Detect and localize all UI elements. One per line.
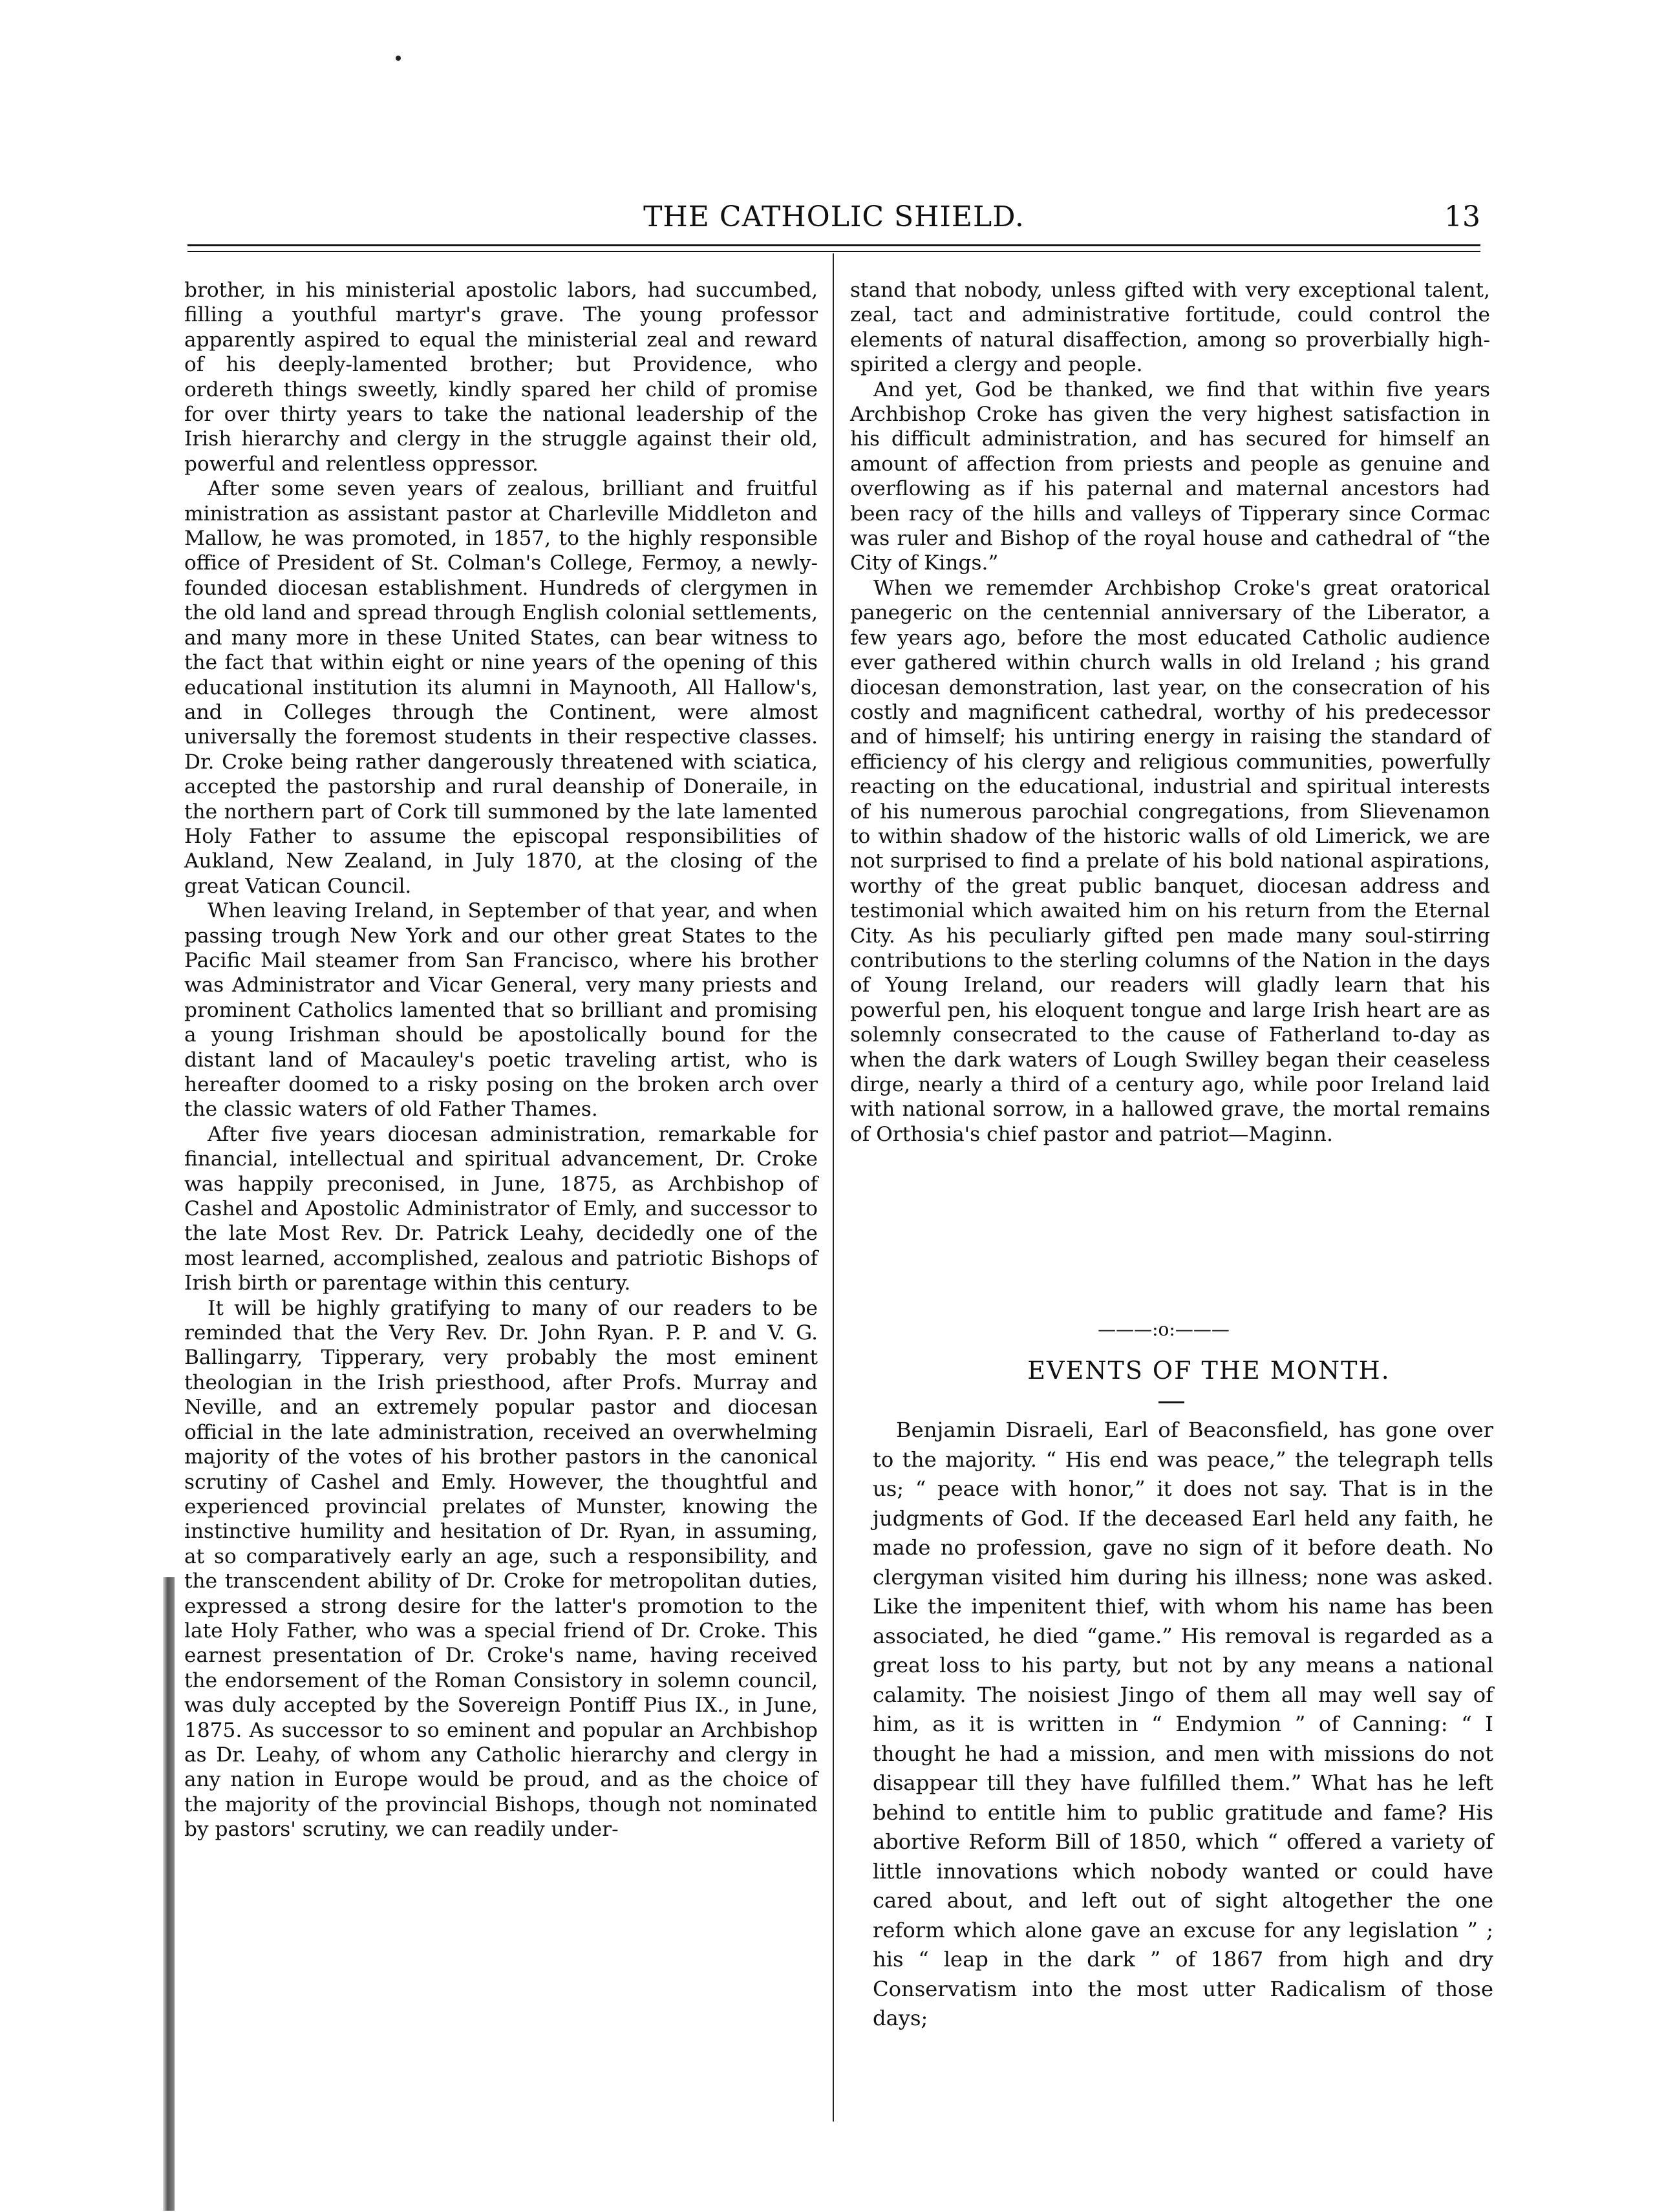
page-number: 13 (1444, 200, 1480, 233)
header-rule (187, 244, 1480, 246)
paragraph: After five years diocesan administration, remarkable for financial, intellectual and spiritual advancement, Dr. Croke was happily preconised, in June, 1875, as Archbishop of Cashel and Apostolic Administrator of Emly, and successor to the late Most Rev. Dr. Patrick Leahy, decidedly one of the most learned, accomplished, zealous and patriotic Bishops of Irish birth or parentage within this century. (184, 1122, 818, 1295)
stray-ink-dot (396, 56, 401, 61)
section-ornament: ———:o:——— (1098, 1319, 1230, 1340)
events-column (873, 1416, 1493, 2159)
paragraph: brother, in his ministerial apostolic labors, had succumbed, filling a youthful martyr's grave. The young professor apparently aspired to equal the ministerial zeal and reward of his deeply-lamented brother; but Providence, who ordereth things sweetly, kindly spared her child of promise for over thirty years to take the national leadership of the Irish hierarchy and clergy in the struggle against their old, powerful and relentless oppressor. (184, 279, 818, 476)
section-heading: EVENTS OF THE MONTH. (1027, 1356, 1391, 1385)
left-column (184, 278, 818, 2146)
paragraph: It will be highly gratifying to many of our readers to be reminded that the Very Rev. Dr. John Ryan. P. P. and V. G. Ballingarry, Tipperary, very probably the most eminent theologian in the Irish priesthood, after Profs. Murray and Neville, and an extremely popular pastor and diocesan official in the late administration, received an overwhelming majority of the votes of his brother pastors in the canonical scrutiny of Cashel and Emly. However, the thoughtful and experienced provincial prelates of Munster, knowing the instinctive humility and hesitation of Dr. Ryan, in assuming, at so comparatively early an age, such a responsibility, and the transcendent ability of Dr. Croke for metropolitan duties, expressed a strong desire for the latter's promotion to the late Holy Father, who was a special friend of Dr. Croke. This earnest presentation of Dr. Croke's name, having received the endorsement of the Roman Consistory in solemn council, was duly accepted by the Sovereign Pontiff Pius IX., in June, 1875. As successor to so eminent and popular an Archbishop as Dr. Leahy, of whom any Catholic hierarchy and clergy in any nation in Europe would be proud, and as the choice of the majority of the provincial Bishops, though not nominated by pastors' scrutiny, we can readily under- (184, 1296, 818, 1842)
paragraph: When we rememder Archbishop Croke's great oratorical panegeric on the centennial anniversary of the Liberator, a few years ago, before the most educated Catholic audience ever gathered within church walls in old Ireland ; his grand diocesan demonstration, last year, on the consecration of his costly and magnificent cathedral, worthy of his predecessor and of himself; his untiring energy in raising the standard of efficiency of his clergy and religious communities, powerfully reacting on the educational, industrial and spiritual interests of his numerous parochial congregations, from Slievenamon to within shadow of the historic walls of old Limerick, we are not surprised to find a prelate of his bold national aspirations, worthy of the great public banquet, diocesan address and testimonial which awaited him on his return from the Eternal City. As his peculiarly gifted pen made many soul-stirring contributions to the sterling columns of the Nation in the days of Young Ireland, our readers will gladly learn that his powerful pen, his eloquent tongue and large Irish heart are as solemnly consecrated to the cause of Fatherland to-day as when the dark waters of Lough Swilley began their ceaseless dirge, nearly a third of a century ago, while poor Ireland laid with national sorrow, in a hallowed grave, the mortal remains of Orthosia's chief pastor and patriot—Maginn. (850, 576, 1490, 1146)
paragraph: And yet, God be thanked, we find that within five years Archbishop Croke has given the very highest satisfaction in his difficult administration, and has secured for himself an amount of affection from priests and people as genuine and overflowing as if his paternal and maternal ancestors had been racy of the hills and valleys of Tipperary since Cormac was ruler and Bishop of the royal house and cathedral of “the City of Kings.” (850, 378, 1490, 575)
paragraph: When leaving Ireland, in September of that year, and when passing trough New York and our other great States to the Pacific Mail steamer from San Francisco, where his brother was Administrator and Vicar General, very many priests and prominent Catholics lamented that so brilliant and promising a young Irishman should be apostolically bound for the distant land of Macauley's poetic traveling artist, who is hereafter doomed to a risky posing on the broken arch over the classic waters of old Father Thames. (184, 899, 818, 1122)
column-divider (833, 253, 834, 2122)
paragraph: After some seven years of zealous, brilliant and fruitful ministration as assistant pastor at Charleville Middleton and Mallow, he was promoted, in 1857, to the highly responsible office of President of St. Colman's College, Fermoy, a newly-founded diocesan establishment. Hundreds of clergymen in the old land and spread through English colonial settlements, and many more in these United States, can bear witness to the fact that within eight or nine years of the opening of this educational institution its alumni in Maynooth, All Hallow's, and in Colleges through the Continent, were almost universally the foremost students in their respective classes. Dr. Croke being rather dangerously threatened with sciatica, accepted the pastorship and rural deanship of Doneraile, in the northern part of Cork till summoned by the late lamented Holy Father to assume the episcopal responsibilities of Aukland, New Zealand, in July 1870, at the closing of the great Vatican Council. (184, 477, 818, 898)
header-rule-secondary (187, 251, 1480, 252)
right-column (850, 278, 1490, 1357)
binding-edge-shadow (163, 1577, 175, 2211)
heading-dash (1158, 1401, 1184, 1403)
paragraph: Benjamin Disraeli, Earl of Beaconsfield, has gone over to the majority. “ His end was peace,” the telegraph tells us; “ peace with honor,” it does not say. That is in the judgments of God. If the deceased Earl held any faith, he made no profession, gave no sign of it before death. No clergyman visited him during his illness; none was asked. Like the impenitent thief, with whom his name has been associated, he died “game.” His removal is regarded as a great loss to his party, but not by any means a national calamity. The noisiest Jingo of them all may well say of him, as it is written in “ Endymion ” of Canning: “ I thought he had a mission, and men with missions do not disappear till they have fulfilled them.” What has he left behind to entitle him to public gratitude and fame? His abortive Reform Bill of 1850, which “ offered a variety of little innovations which nobody wanted or could have cared about, and left out of sight altogether the one reform which alone gave an excuse for any legislation ” ; his “ leap in the dark ” of 1867 from high and dry Conservatism into the most utter Radicalism of those days; (873, 1418, 1493, 2030)
paragraph: stand that nobody, unless gifted with very exceptional talent, zeal, tact and administrative fortitude, could control the elements of natural disaffection, among so proverbially high-spirited a clergy and people. (850, 279, 1490, 377)
running-title: THE CATHOLIC SHIELD. (643, 200, 1025, 233)
page-header (187, 200, 1480, 239)
